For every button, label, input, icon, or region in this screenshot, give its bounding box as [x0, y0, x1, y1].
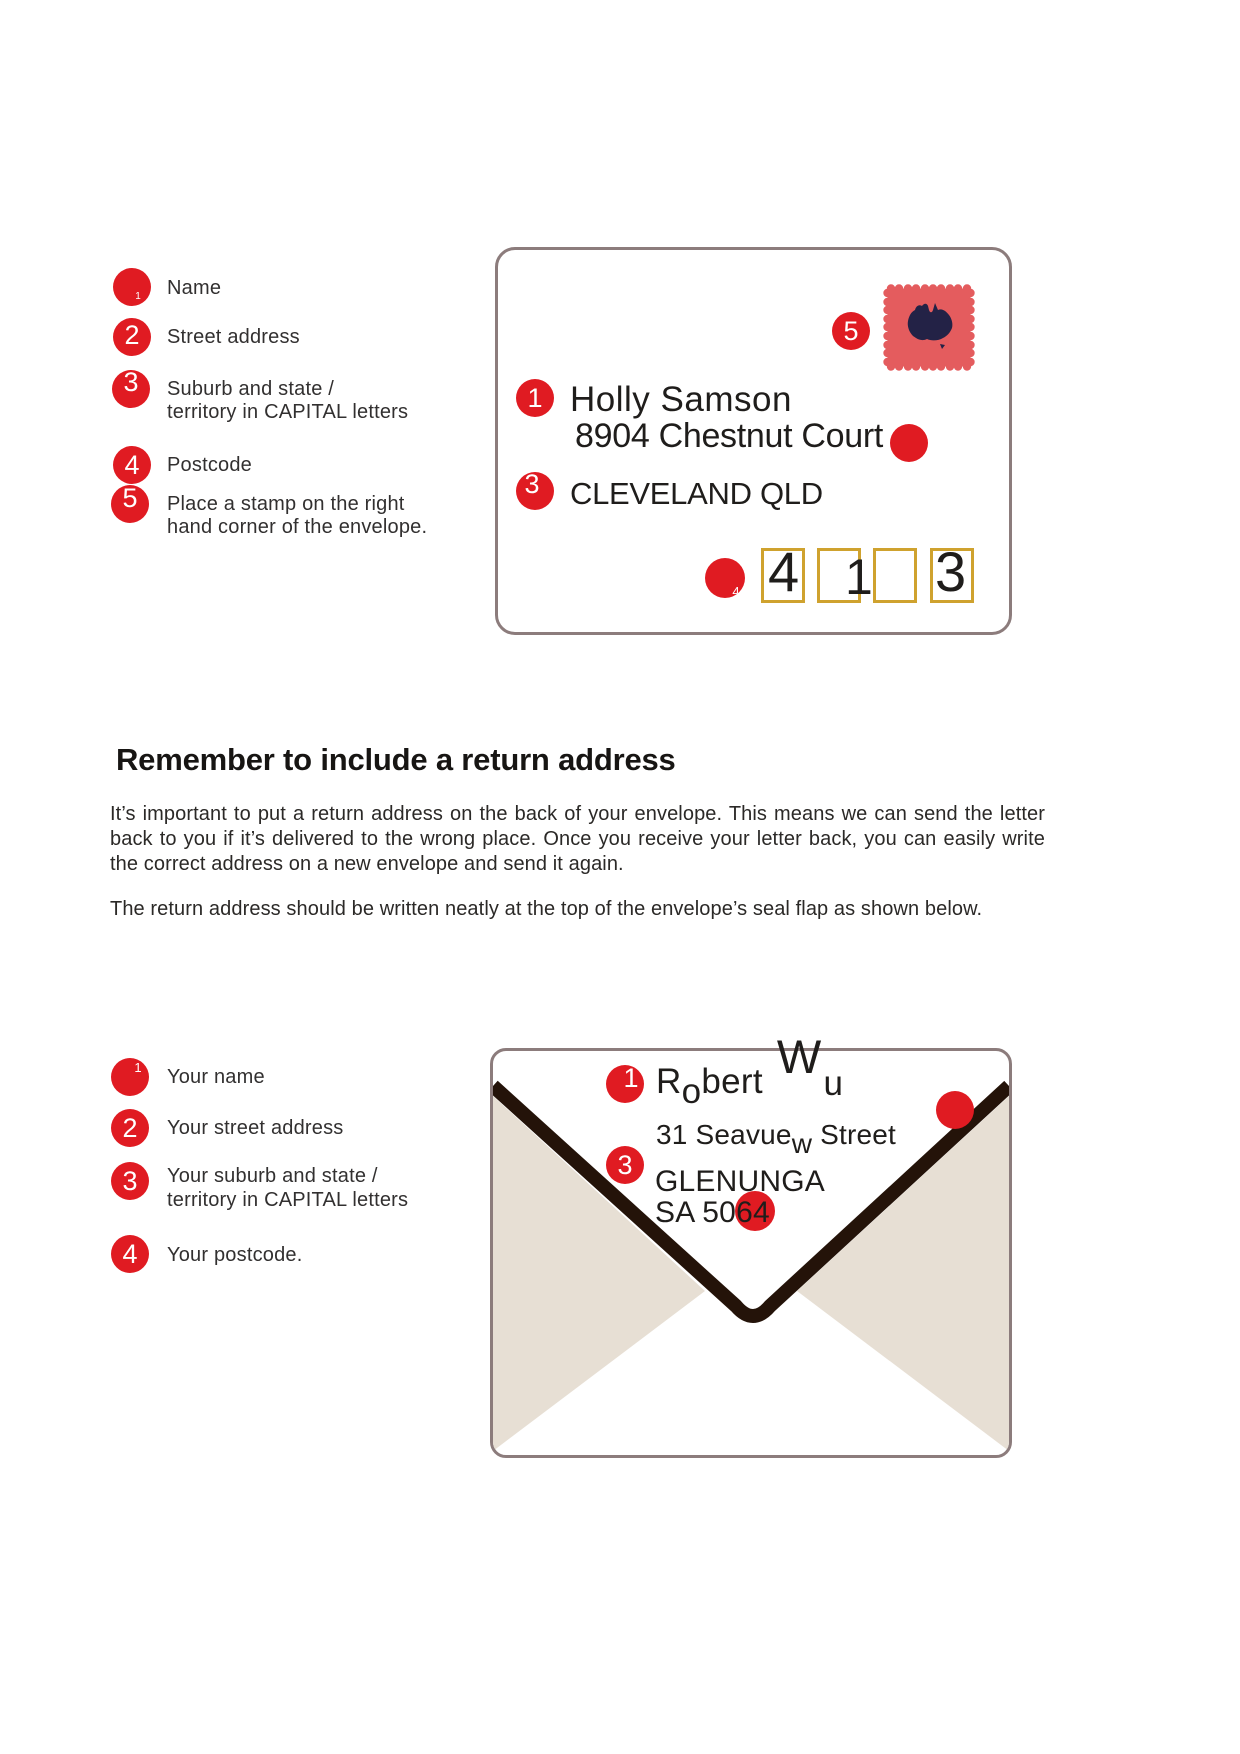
envelope-front-marker-suburb: 3 — [516, 472, 554, 510]
australia-stamp-icon — [883, 284, 975, 371]
recipient-name: Holly Samson — [570, 380, 792, 419]
legend-top-marker-3: 3 — [112, 370, 150, 408]
legend-top-label-4: Postcode — [167, 454, 252, 476]
legend-bottom-label-3 — [167, 1164, 408, 1212]
envelope-front-marker-street — [890, 424, 928, 462]
envelope-flap-graphic — [493, 1030, 1009, 1455]
legend-top-label-5-line2: hand corner of the envelope. — [167, 516, 428, 538]
legend-top-label-5 — [167, 493, 427, 539]
envelope-front — [495, 247, 1012, 635]
legend-top-marker-4: 4 — [113, 446, 151, 484]
legend-top-label-5-line1: Place a stamp on the right — [167, 493, 405, 515]
legend-top-label-3-line1: Suburb and state / — [167, 378, 335, 400]
envelope-back — [490, 1030, 1012, 1458]
legend-bottom-label-2: Your street address — [167, 1117, 344, 1139]
postcode-digit-1: 4 — [768, 540, 800, 603]
legend-bottom-label-3-line2: territory in CAPITAL letters — [167, 1189, 409, 1211]
legend-bottom-label-4: Your postcode. — [167, 1244, 303, 1266]
envelope-back-marker-street — [936, 1091, 974, 1129]
legend-top-label-3-line2: territory in CAPITAL letters — [167, 401, 409, 423]
envelope-back-marker-name: 1 — [606, 1065, 644, 1103]
legend-bottom-marker-3: 3 — [111, 1162, 149, 1200]
section-paragraph-2: The return address should be written neatly at the top of the envelope’s seal flap as shown below. — [110, 898, 983, 920]
envelope-back-marker-suburb: 3 — [606, 1146, 644, 1184]
legend-top-label-2: Street address — [167, 326, 300, 348]
envelope-back-clip — [493, 1030, 1009, 1455]
legend-top-label-3 — [167, 378, 408, 424]
legend-bottom-label-1: Your name — [167, 1066, 265, 1088]
envelope-front-marker-postcode: 4 — [705, 558, 745, 598]
postcode-digit-4: 3 — [935, 540, 967, 603]
legend-bottom-marker-4: 4 — [111, 1235, 149, 1273]
legend-top-marker-2: 2 — [113, 318, 151, 356]
legend-bottom-marker-1: 1 — [111, 1058, 149, 1096]
sender-state-postcode: SA 5064 — [655, 1196, 770, 1229]
postcode-box-3 — [873, 548, 917, 603]
recipient-suburb-state: CLEVELAND QLD — [570, 476, 823, 511]
legend-top-marker-5: 5 — [111, 485, 149, 523]
legend-top-marker-1: 1 — [113, 268, 151, 306]
sender-name: Robert Wu — [656, 1030, 844, 1111]
legend-top-label-1: Name — [167, 277, 222, 299]
postcode-digit-2: 1 — [845, 549, 873, 605]
sender-street: 31 Seavuew Street — [656, 1119, 897, 1159]
envelope-front-marker-stamp: 5 — [832, 312, 870, 350]
section-paragraph-1: It’s important to put a return address on the back of your envelope. This means we can send the letter back to you if it’s delivered to the wrong place. Once you receive your letter back, you can easily write the correct address on a new envelope and send it again. — [110, 803, 1045, 875]
legend-bottom-marker-2: 2 — [111, 1109, 149, 1147]
section-heading: Remember to include a return address — [116, 742, 676, 777]
legend-bottom-label-3-line1: Your suburb and state / — [167, 1165, 378, 1187]
recipient-street: 8904 Chestnut Court — [575, 417, 884, 455]
envelope-front-marker-name: 1 — [516, 379, 554, 417]
sender-suburb: GLENUNGA — [655, 1165, 825, 1198]
